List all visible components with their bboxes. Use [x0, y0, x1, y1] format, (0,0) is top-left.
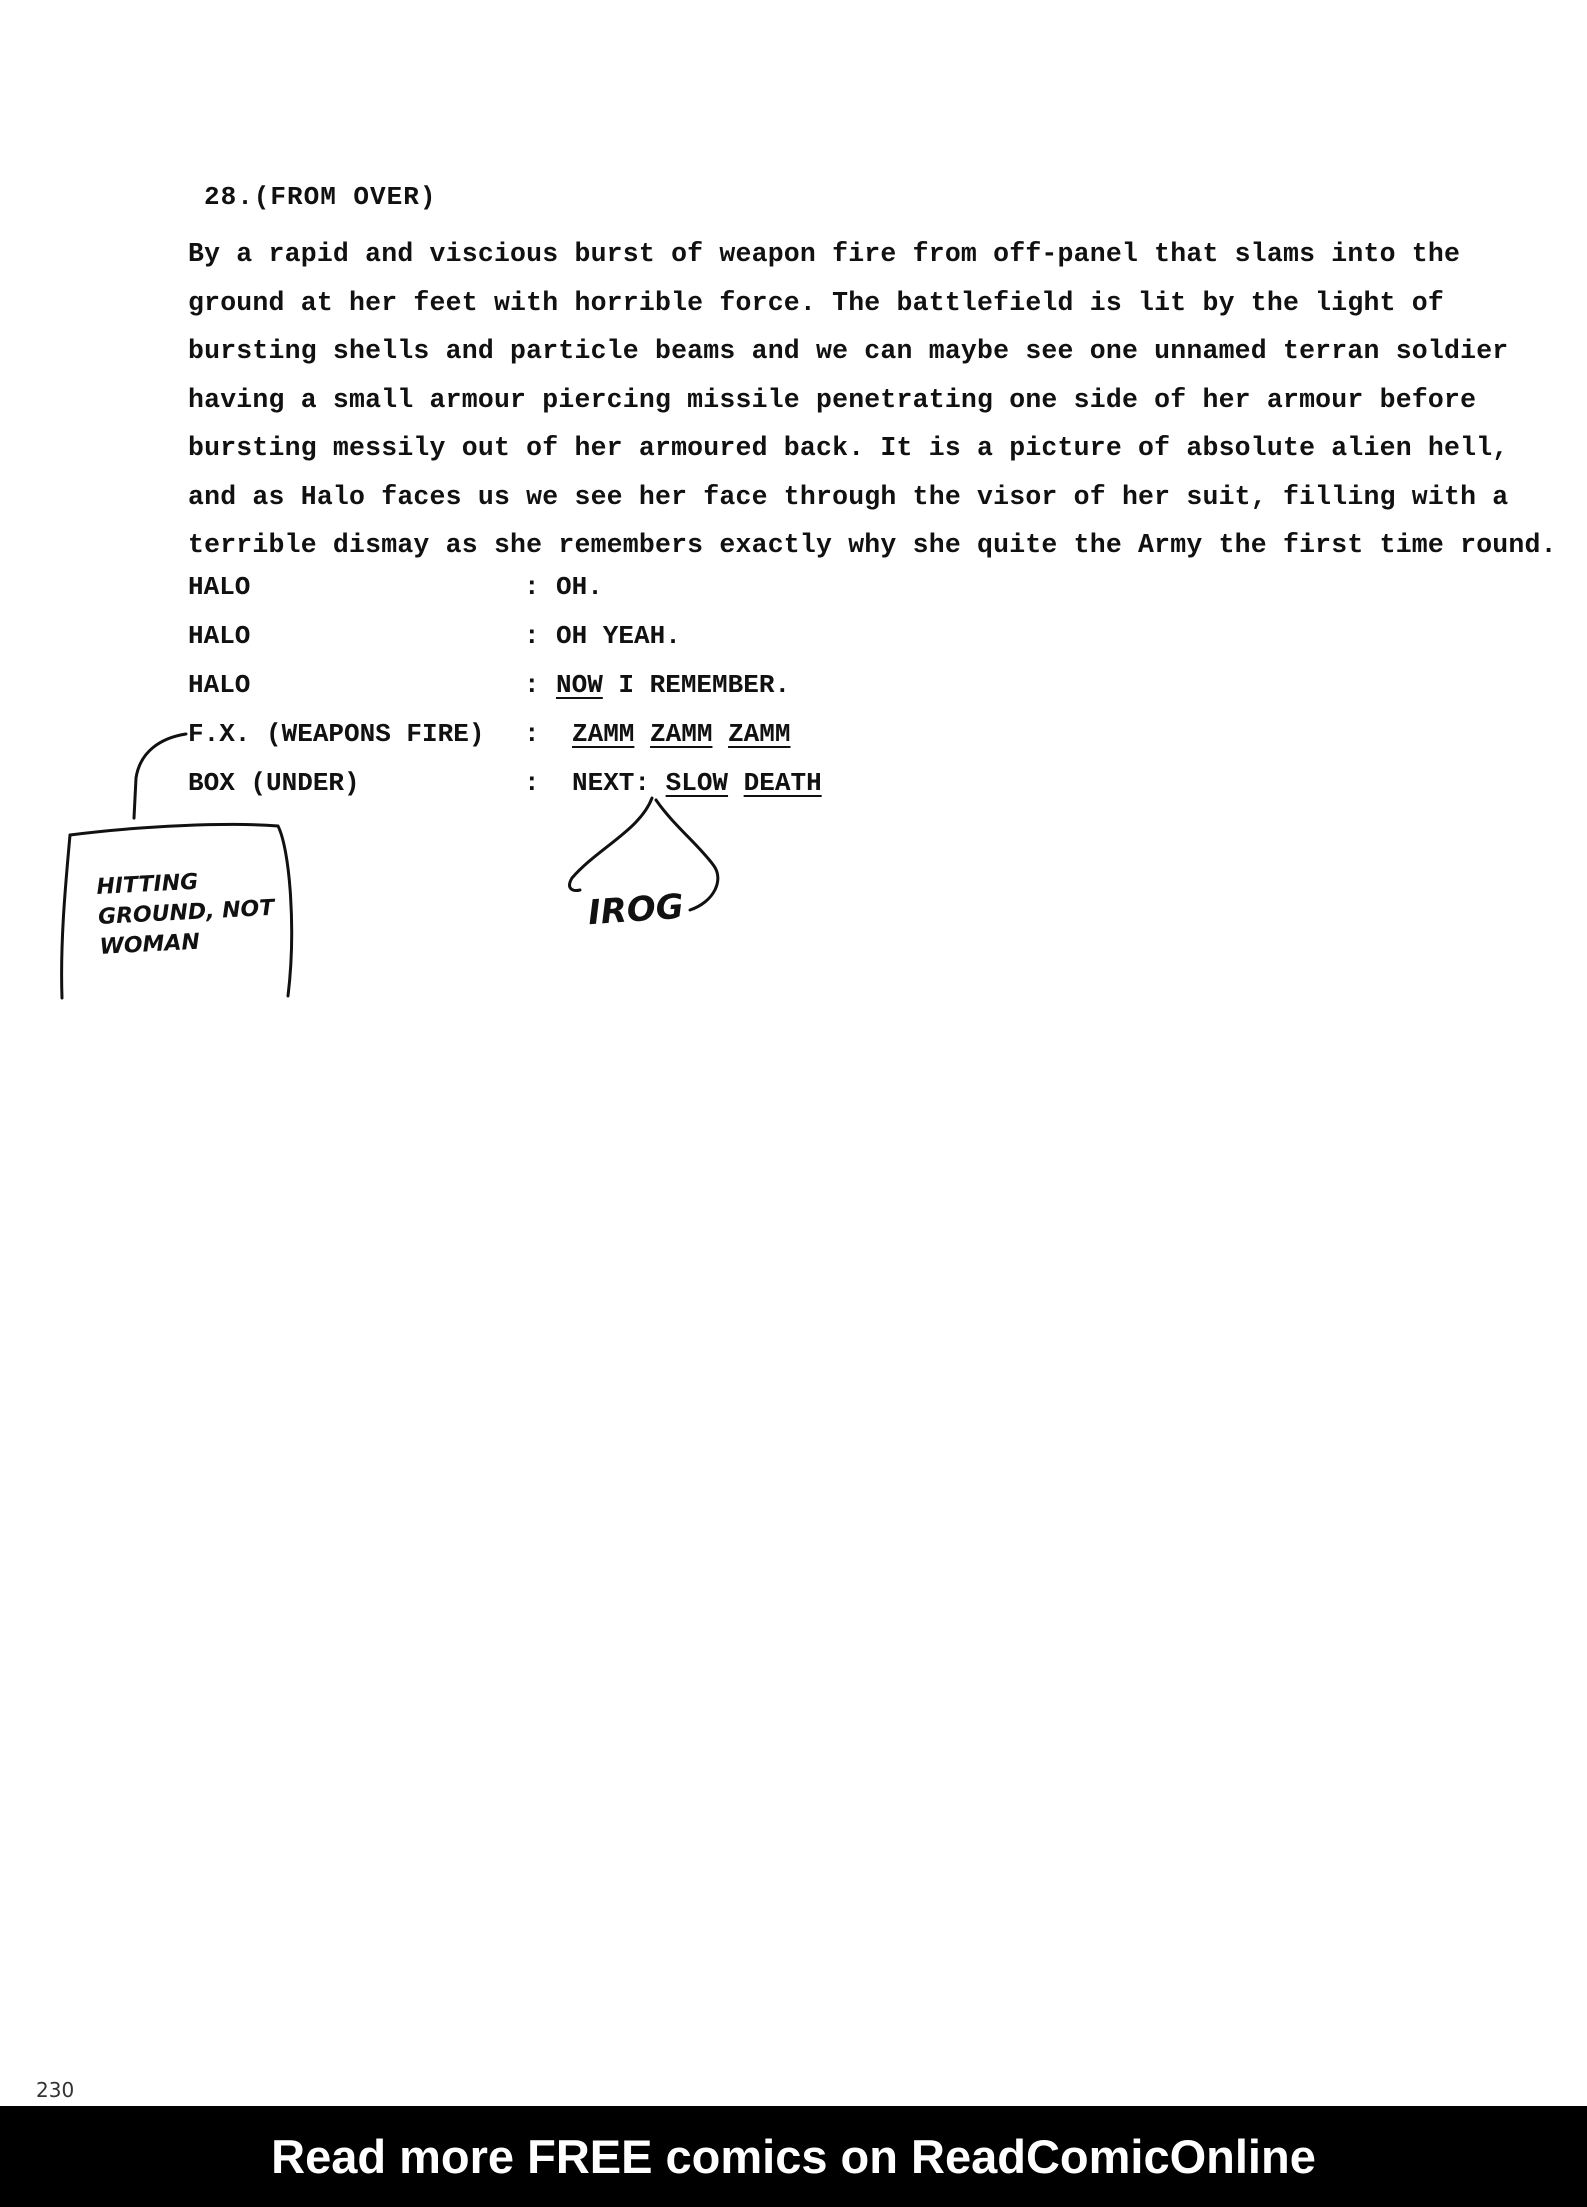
description-line: bursting messily out of her armoured back. It is a picture of absolute alien hell, — [188, 433, 1509, 463]
speaker-name: HALO — [188, 621, 251, 651]
handwritten-note-right: IROG — [586, 886, 685, 934]
dialogue-word: NOW — [556, 670, 603, 700]
dialogue-colon: : — [524, 670, 540, 700]
description-line: terrible dismay as she remembers exactly why she quite the Army the first time round. — [188, 530, 1557, 560]
dialogue-word: DEATH — [743, 768, 822, 798]
dialogue-word: ZAMM — [572, 719, 635, 749]
dialogue-colon: : — [524, 621, 540, 651]
description-line: and as Halo faces us we see her face through the visor of her suit, filling with a — [188, 481, 1509, 512]
description-line: bursting shells and particle beams and we can maybe see one unnamed terran soldier — [188, 336, 1509, 366]
dialogue-word: I REMEMBER. — [618, 670, 791, 700]
dialogue-word: NEXT: — [572, 768, 651, 798]
speaker-name: F.X. (WEAPONS FIRE) — [188, 719, 485, 749]
dialogue-colon: : — [524, 719, 540, 749]
dialogue-word: OH YEAH. — [556, 621, 681, 651]
speaker-name: HALO — [188, 572, 251, 602]
promo-banner[interactable] — [0, 2106, 1587, 2207]
annotation-box-left-edge — [62, 835, 70, 998]
description-line: having a small armour piercing missile penetrating one side of her armour before — [188, 384, 1477, 415]
description-line: ground at her feet with horrible force. The battlefield is lit by the light of — [188, 287, 1445, 318]
panel-header: 28.(FROM OVER) — [204, 182, 437, 212]
annotation-connector-line — [134, 734, 186, 818]
handwritten-note-left: HITTING GROUND, NOT WOMAN — [95, 869, 275, 960]
annotation-brace-left — [570, 798, 652, 891]
dialogue-word: ZAMM — [650, 719, 713, 749]
description-line: By a rapid and viscious burst of weapon fire from off-panel that slams into the — [188, 239, 1461, 269]
promo-banner-text[interactable]: Read more FREE comics on ReadComicOnline — [271, 2130, 1316, 2183]
dialogue-colon: : — [524, 768, 540, 798]
dialogue-colon: : — [524, 572, 540, 602]
speaker-name: BOX (UNDER) — [188, 768, 360, 798]
speaker-name: HALO — [188, 670, 251, 700]
dialogue-word: ZAMM — [728, 719, 791, 749]
dialogue-word: OH. — [556, 572, 603, 602]
dialogue-word: SLOW — [665, 768, 729, 798]
page-number: 230 — [36, 2078, 75, 2102]
